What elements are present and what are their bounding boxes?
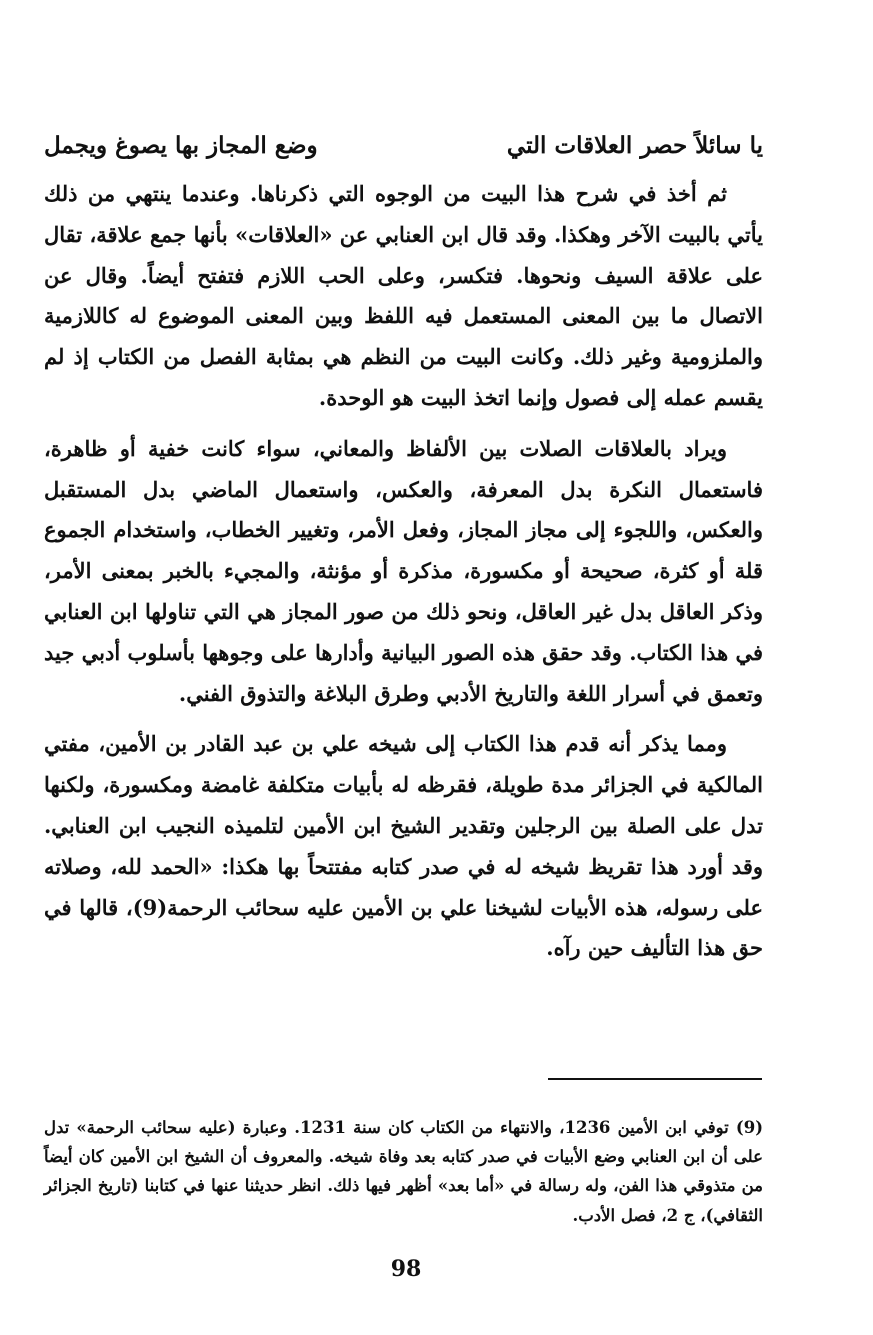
page-body: [44, 120, 763, 979]
paragraph-2: ويراد بالعلاقات الصلات بين الألفاظ والمعاني، سواء كانت خفية أو ظاهرة، فاستعمال النكرة بدل المعرفة، والعكس، واستعمال الماضي بدل المستقبل والعكس، واللجوء إلى مجاز المجاز، وفعل الأمر، وتغيير الخطاب، واستخدام الجموع قلة أو كثرة، صحيحة أو مكسورة، مذكرة أو مؤنثة، والمجيء بالخبر بمعنى الأمر، وذكر العاقل بدل غير العاقل، ونحو ذلك من صور المجاز هي التي تناولها ابن العنابي في هذا الكتاب. وقد حقق هذه الصور البيانية وأدارها على وجوهها بأسلوب أدبي جيد وتعمق في أسرار اللغة والتاريخ الأدبي وطرق البلاغة والتذوق الفني.: [44, 435, 763, 706]
paragraph-1: ثم أخذ في شرح هذا البيت من الوجوه التي ذكرناها. وعندما ينتهي من ذلك يأتي بالبيت الآخر وهكذا. وقد قال ابن العنابي عن «العلاقات» بأنها جمع علاقة، تقال على علاقة السيف ونحوها. فتكسر، وعلى الحب اللازم فتفتح أيضاً. وقال عن الاتصال ما بين المعنى المستعمل فيه اللفظ وبين المعنى الموضوع له كاللازمية والملزومية وغير ذلك. وكانت البيت من النظم هي بمثابة الفصل من الكتاب إذ لم يقسم عمله إلى فصول وإنما اتخذ البيت هو الوحدة.: [44, 181, 763, 410]
paragraph-3: ومما يذكر أنه قدم هذا الكتاب إلى شيخه علي بن عبد القادر بن الأمين، مفتي المالكية في الجزائر مدة طويلة، فقرظه له بأبيات متكلفة غامضة ومكسورة، ولكنها تدل على الصلة بين الرجلين وتقدير الشيخ ابن الأمين لتلميذه النجيب ابن العنابي. وقد أورد هذا تقريظ شيخه له في صدر كتابه مفتتحاً بها هكذا: «الحمد لله، وصلاته على رسوله، هذه الأبيات لشيخنا علي بن الأمين عليه سحائب الرحمة(9)، قالها في حق هذا التأليف حين رآه.: [44, 731, 763, 961]
verse-second-hemistich: وضع المجاز بها يصوغ ويجمل: [44, 132, 318, 159]
footnote-9: (9) توفي ابن الأمين 1236، والانتهاء من الكتاب كان سنة 1231. وعبارة (عليه سحائب الرحمة» تدل على أن ابن العنابي وضع الأبيات في صدر كتابه بعد وفاة شيخه. والمعروف أن الشيخ ابن الأمين كان أيضاً من متذوقي هذا الفن، وله رسالة في «أما بعد» أظهر فيها ذلك. انظر حديثنا عنها في كتابنا (تاريخ الجزائر الثقافي)، ج 2، فصل الأدب.: [44, 1117, 764, 1225]
verse-first-hemistich: يا سائلاً حصر العلاقات التي: [506, 132, 763, 159]
footnote-divider: [548, 1078, 762, 1080]
page-number: 98: [390, 1256, 422, 1282]
poetry-verse: [44, 126, 763, 166]
